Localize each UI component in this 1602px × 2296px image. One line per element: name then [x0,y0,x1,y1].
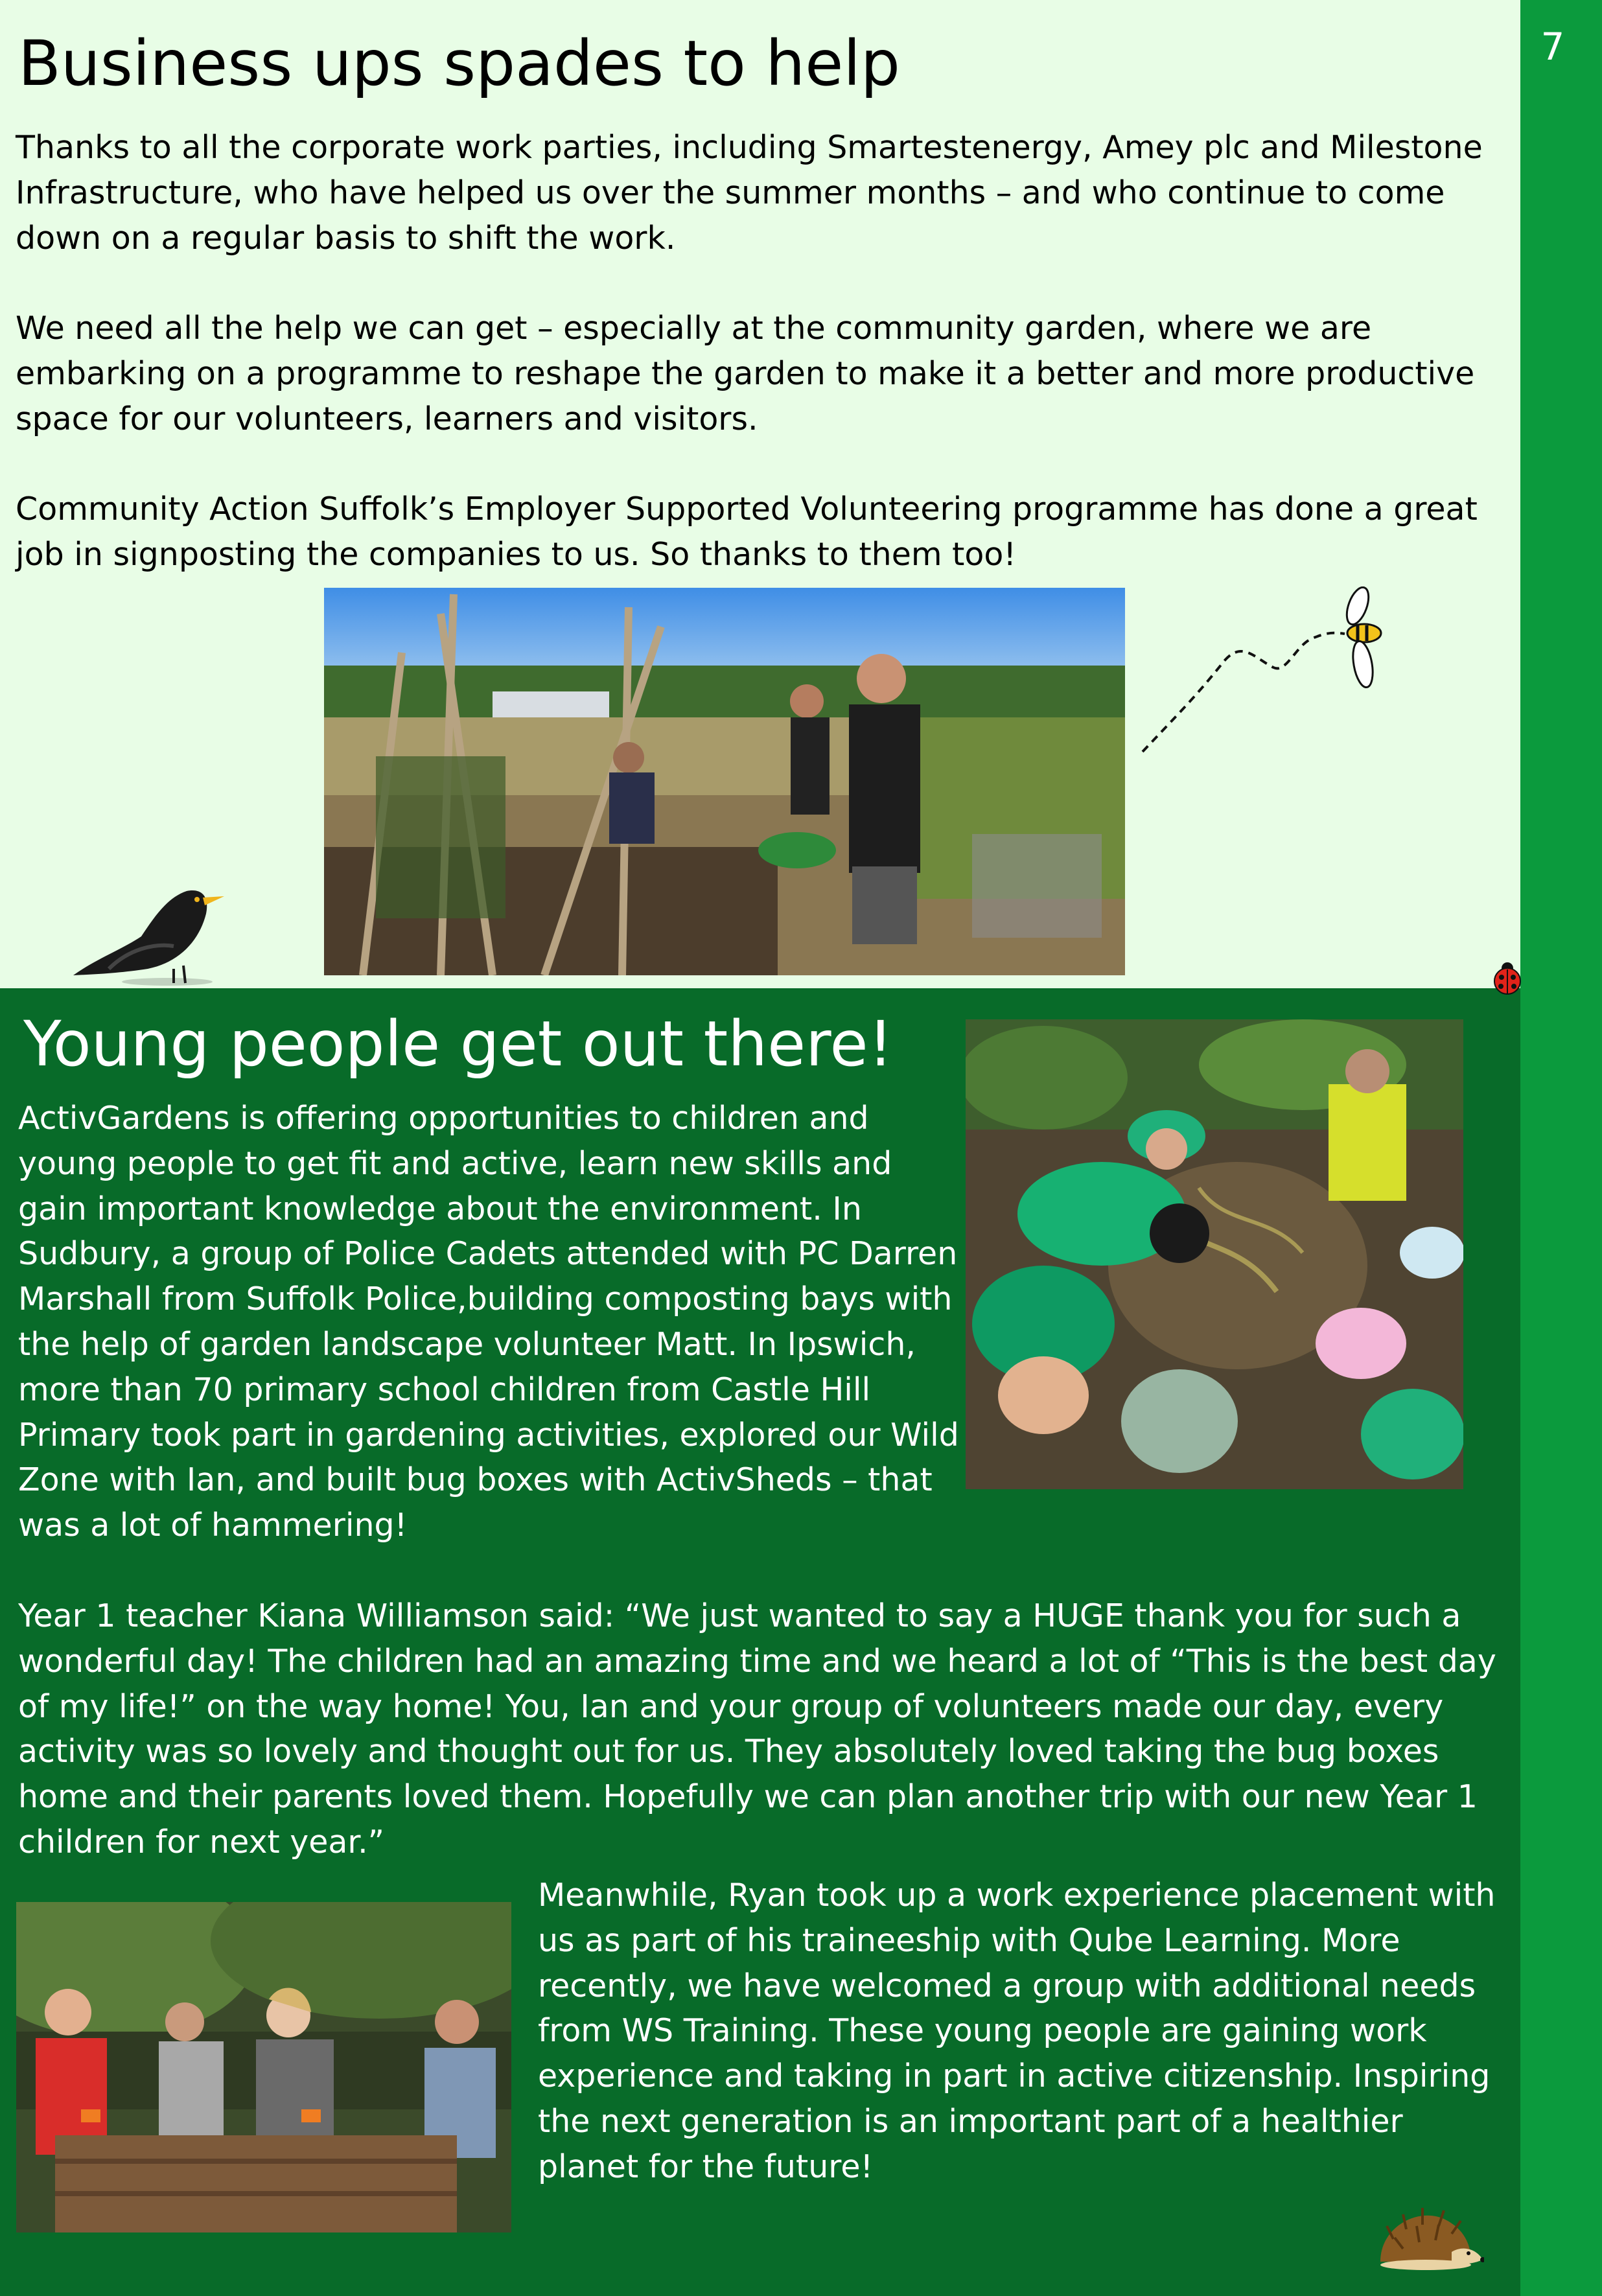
bee-icon [1137,586,1384,755]
section-intro-young-people: ActivGardens is offering opportunities to children and young people to get fit and active, learn new skills and gain important knowledge about the environment. In Sudbury, a group of Police Cadets attended with PC Darren Marshall from Suffolk Police,building composting bays with the help of garden landscape volunteer Matt. In Ipswich, more than 70 primary school children from Castle Hill Primary took part in gardening activities, explored our Wild Zone with Ian, and built bug boxes with ActivSheds – that was a lot of hammering! [18,1100,959,1544]
paragraph: Thanks to all the corporate work parties, including Smartestenergy, Amey plc and Milestone Infrastructure, who have helped us over the summer months – and who continue to come down on a regular basis to shift the work. [16,129,1483,257]
blackbird-icon [70,878,232,988]
young-volunteers-photo [16,1902,511,2232]
page-number: 7 [1540,25,1565,69]
section-closing-young-people: Meanwhile, Ryan took up a work experience placement with us as part of his traineeship with Qube Learning. More recently, we have welcomed a group with additional needs from WS Training. These young people are gaining work experience and taking in part in active citizenship. Inspiring the next generation is an important part of a healthier planet for the future! [538,1877,1496,2185]
teacher-quote: Year 1 teacher Kiana Williamson said: “We just wanted to say a HUGE thank you for such a wonderful day! The children had an amazing time and we heard a lot of “This is the best day of my life!” on the way home! You, Ian and your group of volunteers made our day, every activity was so lovely and thought out for us. They absolutely loved taking the bug boxes home and their parents loved them. Hopefully we can plan another trip with our new Year 1 children for next year.” [18,1597,1496,1861]
section-title-young-people: Young people get out there! [23,1008,894,1080]
children-gardening-photo [966,1019,1463,1489]
section-body-business [16,125,1506,577]
hedgehog-icon [1374,2200,1484,2278]
paragraph: We need all the help we can get – especially at the community garden, where we are embarking on a programme to reshape the garden to make it a better and more productive space for our volunteers, learners and visitors. [16,310,1475,437]
paragraph: Community Action Suffolk’s Employer Supported Volunteering programme has done a great job in signposting the companies to us. So thanks to them too! [16,491,1478,574]
work-party-photo [324,588,1125,975]
side-accent-strip [1520,0,1602,2296]
section-title-business: Business ups spades to help [18,27,900,100]
ladybird-icon [1488,959,1527,998]
